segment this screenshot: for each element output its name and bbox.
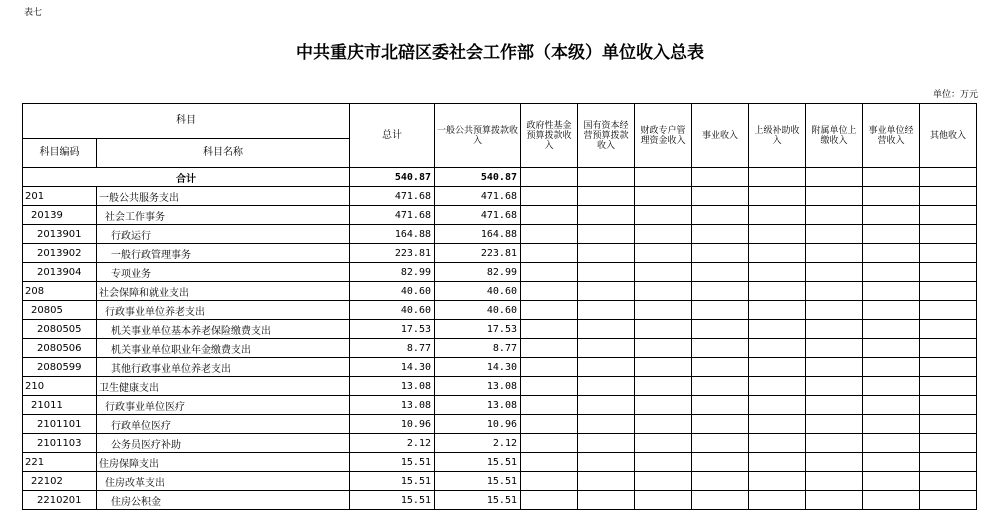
empty-cell [635,206,692,225]
empty-cell [863,282,920,301]
row-total: 15.51 [350,453,435,472]
row-general: 15.51 [435,453,521,472]
empty-cell [692,320,749,339]
empty-cell [521,434,578,453]
row-total: 82.99 [350,263,435,282]
row-code: 21011 [23,396,97,415]
row-general: 13.08 [435,377,521,396]
empty-cell [635,453,692,472]
row-code: 2080599 [23,358,97,377]
row-total: 10.96 [350,415,435,434]
table-row [23,320,977,339]
empty-cell [920,320,977,339]
row-code: 208 [23,282,97,301]
empty-cell [749,301,806,320]
row-name: 行政事业单位医疗 [97,396,350,415]
empty-cell [806,377,863,396]
empty-cell [635,282,692,301]
row-total: 40.60 [350,301,435,320]
empty-cell [920,434,977,453]
row-code: 2013902 [23,244,97,263]
row-code: 20139 [23,206,97,225]
row-total: 471.68 [350,187,435,206]
empty-cell [635,187,692,206]
page-title: 中共重庆市北碚区委社会工作部（本级）单位收入总表 [296,43,704,63]
table-number-label: 表七 [24,8,43,18]
row-code: 210 [23,377,97,396]
empty-cell [920,396,977,415]
empty-cell [692,339,749,358]
empty-cell [863,225,920,244]
row-total: 2.12 [350,434,435,453]
row-code: 20805 [23,301,97,320]
row-code: 22102 [23,472,97,491]
empty-cell [692,244,749,263]
empty-cell [863,187,920,206]
empty-cell [521,301,578,320]
empty-cell [521,472,578,491]
table-row [23,396,977,415]
empty-cell [863,301,920,320]
row-general: 15.51 [435,491,521,510]
empty-cell [635,225,692,244]
row-name: 机关事业单位基本养老保险缴费支出 [97,320,350,339]
empty-cell [578,301,635,320]
empty-cell [920,225,977,244]
row-total: 13.08 [350,377,435,396]
empty-cell [578,263,635,282]
empty-cell [635,339,692,358]
empty-cell [578,282,635,301]
table-row [23,358,977,377]
empty-cell [863,415,920,434]
empty-cell [635,396,692,415]
empty-cell [749,377,806,396]
empty-cell [635,415,692,434]
empty-cell [578,339,635,358]
empty-cell [806,301,863,320]
empty-cell [578,320,635,339]
header-affiliated-income: 附属单位上缴收入 [806,104,863,168]
empty-cell [806,415,863,434]
empty-cell [863,358,920,377]
header-subject: 科目 [23,104,350,139]
empty-cell [578,187,635,206]
empty-cell [806,320,863,339]
empty-cell [692,453,749,472]
table-row [23,453,977,472]
empty-cell [692,377,749,396]
row-general: 82.99 [435,263,521,282]
empty-cell [863,206,920,225]
empty-cell [578,415,635,434]
empty-cell [521,206,578,225]
empty-cell [521,282,578,301]
row-general: 164.88 [435,225,521,244]
table-row [23,491,977,510]
row-name: 一般公共服务支出 [97,187,350,206]
empty-cell [521,339,578,358]
empty-cell [692,358,749,377]
empty-cell [749,434,806,453]
header-business-income: 事业收入 [692,104,749,168]
empty-cell [920,244,977,263]
empty-cell [635,472,692,491]
row-name: 住房保障支出 [97,453,350,472]
empty-cell [578,377,635,396]
empty-cell [692,263,749,282]
empty-cell [749,472,806,491]
empty-cell [749,225,806,244]
table-row [23,415,977,434]
row-name: 行政事业单位养老支出 [97,301,350,320]
table-row [23,187,977,206]
empty-cell [863,491,920,510]
row-total: 223.81 [350,244,435,263]
empty-cell [521,263,578,282]
row-code: 2101103 [23,434,97,453]
empty-cell [806,453,863,472]
header-superior-subsidy: 上级补助收入 [749,104,806,168]
unit-label: 单位：万元 [932,90,978,100]
empty-cell [863,453,920,472]
row-code: 2080505 [23,320,97,339]
empty-cell [920,282,977,301]
empty-cell [749,206,806,225]
empty-cell [920,377,977,396]
header-general-budget: 一般公共预算拨款收入 [435,104,521,168]
row-general: 13.08 [435,396,521,415]
row-name: 其他行政事业单位养老支出 [97,358,350,377]
empty-cell [692,434,749,453]
empty-cell [749,187,806,206]
empty-cell [863,377,920,396]
empty-cell [806,434,863,453]
empty-cell [749,491,806,510]
total-row [23,168,977,187]
empty-cell [578,396,635,415]
row-general: 471.68 [435,206,521,225]
empty-cell [692,396,749,415]
empty-cell [578,491,635,510]
empty-cell [521,491,578,510]
table-row [23,263,977,282]
empty-cell [635,491,692,510]
empty-cell [521,396,578,415]
empty-cell [863,320,920,339]
empty-cell [578,453,635,472]
empty-cell [692,472,749,491]
empty-cell [521,187,578,206]
empty-cell [920,491,977,510]
empty-cell [806,339,863,358]
row-name: 住房公积金 [97,491,350,510]
empty-cell [635,244,692,263]
empty-cell [692,301,749,320]
row-total: 17.53 [350,320,435,339]
empty-cell [749,453,806,472]
empty-cell [692,282,749,301]
empty-cell [749,358,806,377]
row-total: 40.60 [350,282,435,301]
empty-cell [635,377,692,396]
empty-cell [920,453,977,472]
empty-cell [578,472,635,491]
row-name: 机关事业单位职业年金缴费支出 [97,339,350,358]
empty-cell [521,415,578,434]
row-code: 2101101 [23,415,97,434]
empty-cell [920,263,977,282]
header-gov-fund: 政府性基金预算拨款收入 [521,104,578,168]
row-general: 15.51 [435,472,521,491]
empty-cell [806,396,863,415]
table-row [23,434,977,453]
table-row [23,282,977,301]
empty-cell [635,263,692,282]
row-name: 行政单位医疗 [97,415,350,434]
empty-cell [749,282,806,301]
row-name: 社会工作事务 [97,206,350,225]
header-other-income: 其他收入 [920,104,977,168]
empty-cell [806,282,863,301]
empty-cell [920,472,977,491]
row-code: 201 [23,187,97,206]
empty-cell [635,434,692,453]
table-row [23,339,977,358]
empty-cell [806,206,863,225]
empty-cell [521,377,578,396]
header-state-capital: 国有资本经营预算拨款收入 [578,104,635,168]
empty-cell [578,206,635,225]
empty-cell [578,244,635,263]
table-row [23,301,977,320]
total-value: 540.87 [350,168,435,187]
row-general: 471.68 [435,187,521,206]
empty-cell [692,491,749,510]
empty-cell [521,244,578,263]
empty-cell [920,206,977,225]
empty-cell [578,434,635,453]
empty-cell [806,491,863,510]
row-total: 15.51 [350,491,435,510]
income-summary-table [22,103,977,510]
empty-cell [806,358,863,377]
empty-cell [521,358,578,377]
row-total: 15.51 [350,472,435,491]
table-row [23,377,977,396]
table-row [23,225,977,244]
empty-cell [806,187,863,206]
empty-cell [521,453,578,472]
row-code: 2080506 [23,339,97,358]
row-general: 2.12 [435,434,521,453]
table-row [23,244,977,263]
row-general: 40.60 [435,282,521,301]
empty-cell [749,263,806,282]
row-total: 471.68 [350,206,435,225]
row-general: 8.77 [435,339,521,358]
row-name: 专项业务 [97,263,350,282]
row-name: 行政运行 [97,225,350,244]
header-total: 总计 [350,104,435,168]
empty-cell [692,206,749,225]
empty-cell [863,339,920,358]
empty-cell [635,358,692,377]
empty-cell [749,415,806,434]
table-row [23,472,977,491]
header-code: 科目编码 [23,139,97,168]
row-general: 14.30 [435,358,521,377]
empty-cell [635,301,692,320]
row-total: 8.77 [350,339,435,358]
empty-cell [920,415,977,434]
row-total: 13.08 [350,396,435,415]
empty-cell [692,187,749,206]
row-total: 14.30 [350,358,435,377]
empty-cell [578,225,635,244]
empty-cell [863,434,920,453]
empty-cell [578,358,635,377]
row-code: 2013904 [23,263,97,282]
row-code: 221 [23,453,97,472]
header-operating-income: 事业单位经营收入 [863,104,920,168]
empty-cell [920,301,977,320]
row-total: 164.88 [350,225,435,244]
empty-cell [749,320,806,339]
row-general: 40.60 [435,301,521,320]
empty-cell [863,396,920,415]
row-name: 卫生健康支出 [97,377,350,396]
empty-cell [521,225,578,244]
row-code: 2210201 [23,491,97,510]
total-label: 合计 [23,168,350,187]
row-general: 223.81 [435,244,521,263]
empty-cell [749,244,806,263]
empty-cell [749,339,806,358]
empty-cell [863,472,920,491]
empty-cell [635,320,692,339]
empty-cell [806,263,863,282]
empty-cell [920,358,977,377]
empty-cell [863,244,920,263]
empty-cell [692,225,749,244]
row-name: 住房改革支出 [97,472,350,491]
row-general: 17.53 [435,320,521,339]
empty-cell [806,225,863,244]
header-fiscal-account: 财政专户管理资金收入 [635,104,692,168]
empty-cell [863,263,920,282]
empty-cell [806,244,863,263]
empty-cell [521,320,578,339]
empty-cell [806,472,863,491]
row-code: 2013901 [23,225,97,244]
table-row [23,206,977,225]
empty-cell [749,396,806,415]
row-name: 一般行政管理事务 [97,244,350,263]
row-name: 社会保障和就业支出 [97,282,350,301]
header-name: 科目名称 [97,139,350,168]
row-general: 10.96 [435,415,521,434]
empty-cell [692,415,749,434]
empty-cell [920,187,977,206]
empty-cell [920,339,977,358]
row-name: 公务员医疗补助 [97,434,350,453]
total-general: 540.87 [435,168,521,187]
